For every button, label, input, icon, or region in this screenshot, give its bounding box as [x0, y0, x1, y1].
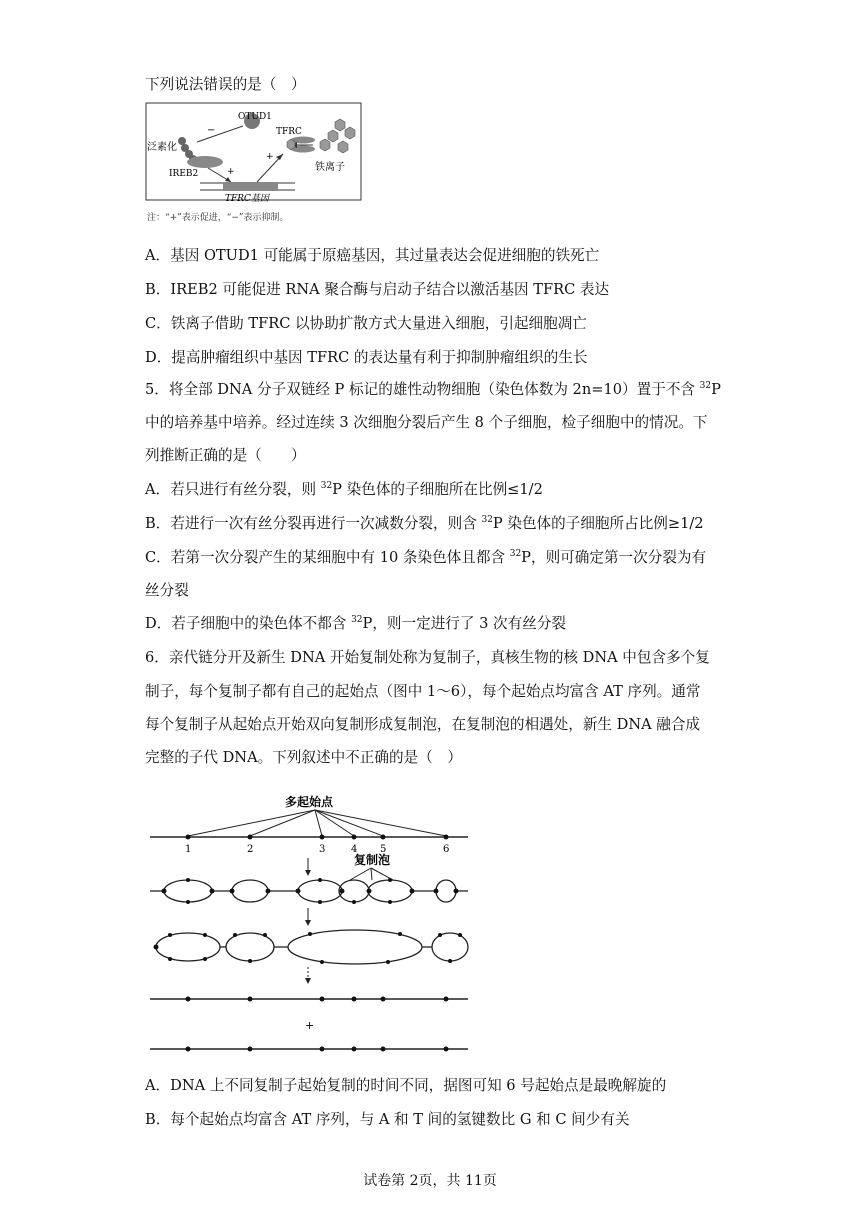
origin-label-4: 4	[351, 844, 358, 855]
q6-stem-line3: 每个复制子从起始点开始双向复制形成复制泡，在复制泡的相遇处，新生 DNA 融合成	[145, 716, 701, 733]
label-otud1: OTUD1	[238, 112, 272, 122]
label-iron: 铁离子	[315, 162, 345, 173]
q5-stem-line1: 5．将全部 DNA 分子双链经 P 标记的雄性动物细胞（染色体数为 2n=10）置于不含 $^{32}$P	[145, 381, 721, 398]
ireb2-protein	[187, 156, 223, 168]
origin-label-1: 1	[185, 844, 192, 855]
q5-stem-line2: 中的培养基中培养。经过连续 3 次细胞分裂后产生 8 个子细胞，检子细胞中的情况。下	[145, 414, 708, 431]
minus-sign: −	[207, 125, 216, 136]
q5-stem-line3: 列推断正确的是（ ）	[145, 447, 306, 464]
plus-sign-2: +	[266, 152, 274, 162]
q5-option-c-cont: 丝分裂	[145, 582, 189, 599]
q5-option-c: C．若第一次分裂产生的某细胞中有 10 条染色体且都含 $^{32}$P，则可确定第一次分裂为有	[145, 549, 707, 566]
plus-sign: +	[305, 1019, 315, 1032]
origin-label-6: 6	[443, 844, 450, 855]
label-ubiquitination: 泛素化	[147, 142, 177, 153]
q6-stem-line1: 6．亲代链分开及新生 DNA 开始复制处称为复制子，真核生物的核 DNA 中包含多个复	[145, 649, 710, 666]
label-tfrc: TFRC	[276, 127, 302, 137]
q5-option-a: A．若只进行有丝分裂，则 $^{32}$P 染色体的子细胞所在比例≤1/2	[145, 481, 543, 498]
q4-option-d: D．提高肿瘤组织中基因 TFRC 的表达量有利于抑制肿瘤组织的生长	[145, 349, 588, 366]
q6-stem-line4: 完整的子代 DNA。下列叙述中不正确的是（ ）	[145, 749, 462, 766]
origin-label-3: 3	[319, 844, 326, 855]
origin-label-5: 5	[380, 844, 387, 855]
plus-sign-1: +	[227, 167, 235, 177]
replication-bubble-figure	[150, 792, 480, 1062]
q5-option-d: D．若子细胞中的染色体不都含 $^{32}$P，则一定进行了 3 次有丝分裂	[145, 615, 567, 632]
q4-stem-tail: 下列说法错误的是（ ）	[145, 76, 306, 93]
q4-option-a: A．基因 OTUD1 可能属于原癌基因，其过量表达会促进细胞的铁死亡	[145, 247, 600, 264]
figure-note: 注：“+”表示促进，“−”表示抑制。	[147, 213, 289, 222]
otud1-pathway-figure	[145, 102, 365, 222]
q6-stem-line2: 制子，每个复制子都有自己的起始点（图中 1～6），每个起始点均富含 AT 序列。通常	[145, 683, 701, 700]
q6-option-b: B．每个起始点均富含 AT 序列，与 A 和 T 间的氢键数比 G 和 C 间少有关	[145, 1111, 630, 1128]
q5-option-b: B．若进行一次有丝分裂再进行一次减数分裂，则含 $^{32}$P 染色体的子细胞所占比例≥1/2	[145, 515, 704, 532]
label-replication-bubble: 复制泡	[354, 853, 391, 867]
q4-option-b: B．IREB2 可能促进 RNA 聚合酶与启动子结合以激活基因 TFRC 表达	[145, 281, 610, 298]
q6-option-a: A．DNA 上不同复制子起始复制的时间不同，据图可知 6 号起始点是最晚解旋的	[145, 1077, 667, 1094]
label-tfrc-gene: TFRC基因	[225, 194, 269, 204]
label-ireb2: IREB2	[169, 169, 199, 179]
label-multiple-origins: 多起始点	[285, 795, 334, 809]
origin-label-2: 2	[247, 844, 254, 855]
q4-option-c: C．铁离子借助 TFRC 以协助扩散方式大量进入细胞，引起细胞凋亡	[145, 315, 587, 332]
page-footer: 试卷第 2页，共 11页	[363, 1173, 497, 1189]
